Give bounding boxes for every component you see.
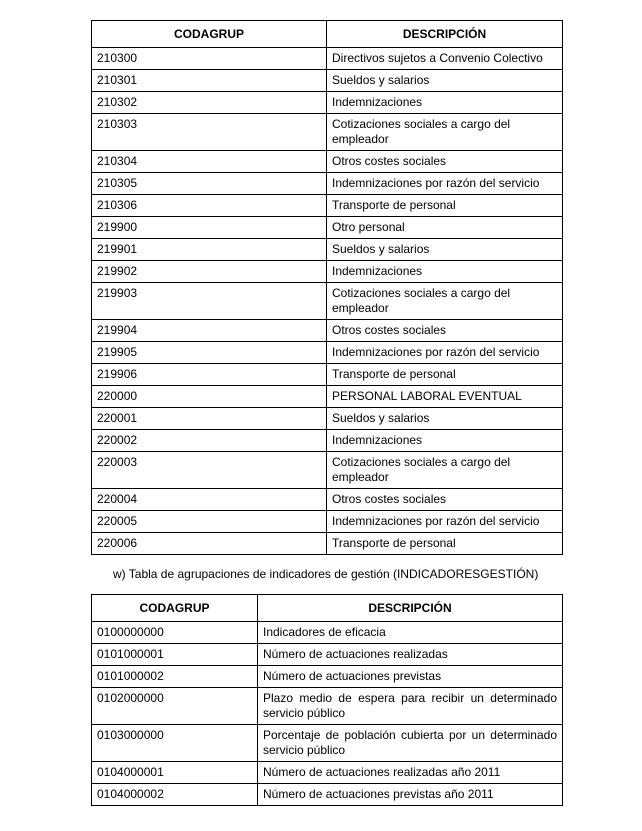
descripcion-cell: Cotizaciones sociales a cargo del empleador <box>327 114 563 151</box>
codagrup-cell: 219905 <box>92 342 327 364</box>
codagrup-cell: 219904 <box>92 320 327 342</box>
table-row <box>92 489 563 511</box>
descripcion-cell: Indemnizaciones por razón del servicio <box>327 173 563 195</box>
codagrup-cell: 210306 <box>92 195 327 217</box>
table-row <box>92 725 563 762</box>
codagrup-cell: 210302 <box>92 92 327 114</box>
codagrup-cell: 0103000000 <box>92 725 258 762</box>
descripcion-cell: Indemnizaciones <box>327 430 563 452</box>
codagrup-cell: 0101000002 <box>92 666 258 688</box>
table-row <box>92 217 563 239</box>
table-row <box>92 688 563 725</box>
table-row <box>92 92 563 114</box>
table-row <box>92 452 563 489</box>
codagrup-cell: 0104000002 <box>92 784 258 806</box>
descripcion-cell: Porcentaje de población cubierta por un determinado servicio público <box>258 725 563 762</box>
table-row <box>92 48 563 70</box>
descripcion-cell: Número de actuaciones realizadas <box>258 644 563 666</box>
codagrup-cell: 219903 <box>92 283 327 320</box>
codagrup-cell: 0102000000 <box>92 688 258 725</box>
header-codagrup: CODAGRUP <box>92 595 258 622</box>
table-row <box>92 784 563 806</box>
codagrup-cell: 220005 <box>92 511 327 533</box>
table-row <box>92 151 563 173</box>
descripcion-cell: Número de actuaciones previstas <box>258 666 563 688</box>
descripcion-cell: Número de actuaciones previstas año 2011 <box>258 784 563 806</box>
table-row <box>92 261 563 283</box>
descripcion-cell: Directivos sujetos a Convenio Colectivo <box>327 48 563 70</box>
codagrup-cell: 210301 <box>92 70 327 92</box>
table-row <box>92 342 563 364</box>
descripcion-cell: Otro personal <box>327 217 563 239</box>
codagrup-cell: 0101000001 <box>92 644 258 666</box>
descripcion-cell: Transporte de personal <box>327 364 563 386</box>
table-row <box>92 195 563 217</box>
descripcion-cell: Otros costes sociales <box>327 151 563 173</box>
descripcion-cell: Indemnizaciones por razón del servicio <box>327 511 563 533</box>
table-row <box>92 622 563 644</box>
codagrup-cell: 220002 <box>92 430 327 452</box>
table-row <box>92 511 563 533</box>
descripcion-cell: PERSONAL LABORAL EVENTUAL <box>327 386 563 408</box>
header-descripcion: DESCRIPCIÓN <box>258 595 563 622</box>
table-row <box>92 386 563 408</box>
descripcion-cell: Número de actuaciones realizadas año 2011 <box>258 762 563 784</box>
descripcion-cell: Transporte de personal <box>327 533 563 555</box>
table-row <box>92 364 563 386</box>
codagrup-cell: 210304 <box>92 151 327 173</box>
table-header-row <box>92 595 563 622</box>
codagrup-cell: 220006 <box>92 533 327 555</box>
descripcion-cell: Otros costes sociales <box>327 489 563 511</box>
descripcion-cell: Cotizaciones sociales a cargo del empleador <box>327 452 563 489</box>
codagrup-table-personal <box>91 20 563 555</box>
table-row <box>92 408 563 430</box>
codagrup-cell: 210303 <box>92 114 327 151</box>
codagrup-cell: 210300 <box>92 48 327 70</box>
table-row <box>92 70 563 92</box>
descripcion-cell: Sueldos y salarios <box>327 70 563 92</box>
indicadores-gestion-table <box>91 594 563 806</box>
descripcion-cell: Indemnizaciones <box>327 92 563 114</box>
table-row <box>92 173 563 195</box>
table-row <box>92 762 563 784</box>
codagrup-cell: 219902 <box>92 261 327 283</box>
codagrup-cell: 219901 <box>92 239 327 261</box>
codagrup-cell: 220000 <box>92 386 327 408</box>
table-header-row <box>92 21 563 48</box>
header-descripcion: DESCRIPCIÓN <box>327 21 563 48</box>
codagrup-cell: 219900 <box>92 217 327 239</box>
codagrup-cell: 220003 <box>92 452 327 489</box>
header-codagrup: CODAGRUP <box>92 21 327 48</box>
table-row <box>92 320 563 342</box>
codagrup-cell: 220004 <box>92 489 327 511</box>
descripcion-cell: Cotizaciones sociales a cargo del empleador <box>327 283 563 320</box>
codagrup-cell: 210305 <box>92 173 327 195</box>
descripcion-cell: Indicadores de eficacia <box>258 622 563 644</box>
codagrup-cell: 219906 <box>92 364 327 386</box>
descripcion-cell: Indemnizaciones <box>327 261 563 283</box>
section-caption: w) Tabla de agrupaciones de indicadores de gestión (INDICADORESGESTIÓN) <box>113 567 539 581</box>
descripcion-cell: Transporte de personal <box>327 195 563 217</box>
table-row <box>92 644 563 666</box>
descripcion-cell: Otros costes sociales <box>327 320 563 342</box>
table-row <box>92 533 563 555</box>
codagrup-cell: 0100000000 <box>92 622 258 644</box>
descripcion-cell: Sueldos y salarios <box>327 408 563 430</box>
table-row <box>92 114 563 151</box>
table-row <box>92 430 563 452</box>
descripcion-cell: Indemnizaciones por razón del servicio <box>327 342 563 364</box>
codagrup-cell: 220001 <box>92 408 327 430</box>
codagrup-cell: 0104000001 <box>92 762 258 784</box>
descripcion-cell: Sueldos y salarios <box>327 239 563 261</box>
descripcion-cell: Plazo medio de espera para recibir un determinado servicio público <box>258 688 563 725</box>
table-row <box>92 239 563 261</box>
table-row <box>92 666 563 688</box>
table-row <box>92 283 563 320</box>
